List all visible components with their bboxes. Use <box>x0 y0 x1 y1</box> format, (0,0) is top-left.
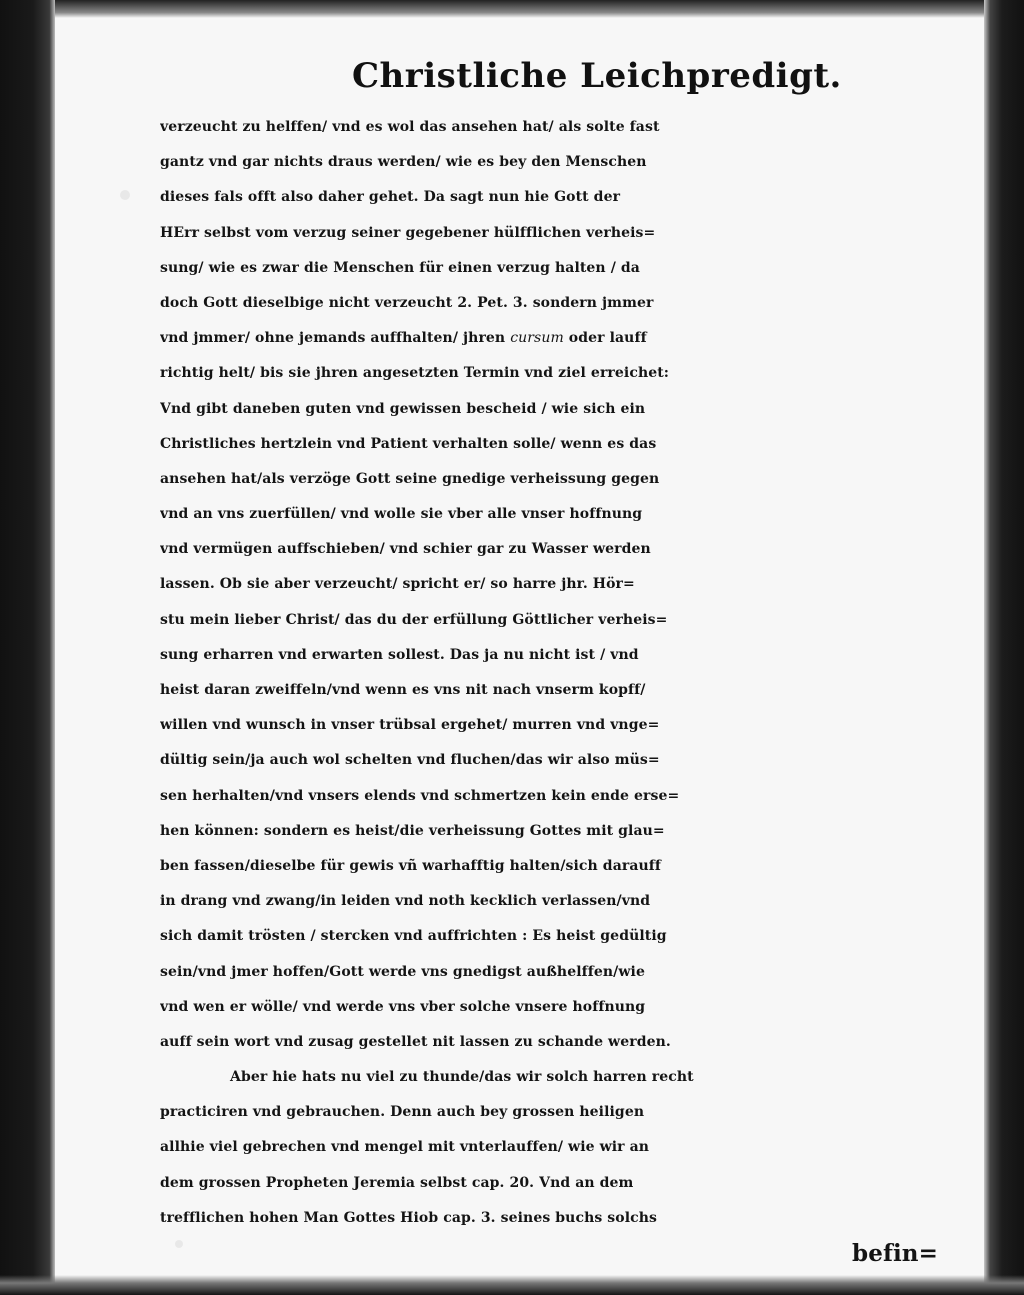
text-line: vnd an vns zuerfüllen/ vnd wolle sie vber alle vnser hoffnung <box>160 506 643 523</box>
text-line: hen können: sondern es heist/die verheissung Gottes mit glau= <box>160 822 665 839</box>
text-line: in drang vnd zwang/in leiden vnd noth kecklich verlassen/vnd <box>160 893 651 910</box>
text-line: richtig helt/ bis sie jhren angesetzten Termin vnd ziel erreichet: <box>160 365 670 382</box>
text-line: willen vnd wunsch in vnser trübsal ergehet/ murren vnd vnge= <box>160 717 660 734</box>
text-line: practiciren vnd gebrauchen. Denn auch bey grossen heiligen <box>160 1104 645 1121</box>
text-line: dem grossen Propheten Jeremia selbst cap. 20. Vnd an dem <box>160 1174 634 1191</box>
text-line: heist daran zweiffeln/vnd wenn es vns nit nach vnserm kopff/ <box>160 682 646 698</box>
scan-border-top <box>0 0 1024 18</box>
scan-border-left <box>0 0 55 1295</box>
text-line: stu mein lieber Christ/ das du der erfüllung Göttlicher verheis= <box>160 611 668 628</box>
text-line: ansehen hat/als verzöge Gott seine gnedige verheissung gegen <box>160 470 660 487</box>
text-line: ben fassen/dieselbe für gewis vñ warhafftig halten/sich darauff <box>160 857 662 874</box>
text-line: allhie viel gebrechen vnd mengel mit vnterlauffen/ wie wir an <box>160 1139 650 1156</box>
text-line: vnd vermügen auffschieben/ vnd schier gar zu Wasser werden <box>160 541 651 558</box>
print-speck <box>120 190 130 200</box>
text-line: sein/vnd jmer hoffen/Gott werde vns gnedigst außhelffen/wie <box>160 963 645 980</box>
text-line: gantz vnd gar nichts draus werden/ wie es bey den Menschen <box>160 154 647 171</box>
text-line: sen herhalten/vnd vnsers elends vnd schmertzen kein ende erse= <box>160 787 680 804</box>
body-text <box>160 110 950 1271</box>
text-line: lassen. Ob sie aber verzeucht/ spricht er/ so harre jhr. Hör= <box>160 576 635 593</box>
text-line: verzeucht zu helffen/ vnd es wol das ansehen hat/ als solte fast <box>160 119 660 135</box>
text-line: vnd wen er wölle/ vnd werde vns vber solche vnsere hoffnung <box>160 998 646 1015</box>
text-line: dültig sein/ja auch wol schelten vnd fluchen/das wir also müs= <box>160 752 660 769</box>
text-line: trefflichen hohen Man Gottes Hiob cap. 3. seines buchs solchs <box>160 1209 658 1226</box>
catchword: befin= <box>852 1240 938 1267</box>
running-head: Christliche Leichpredigt. <box>352 56 842 96</box>
text-line: doch Gott dieselbige nicht verzeucht 2. Pet. 3. sondern jmmer <box>160 294 654 311</box>
text-line: sich damit trösten / stercken vnd auffrichten : Es heist gedültig <box>160 928 667 945</box>
text-line: vnd jmmer/ ohne jemands auffhalten/ jhren cursum oder lauff <box>160 330 647 347</box>
text-line: sung erharren vnd erwarten sollest. Das ja nu nicht ist / vnd <box>160 646 639 663</box>
text-line: Aber hie hats nu viel zu thunde/das wir solch harren recht <box>230 1069 694 1086</box>
text-line: dieses fals offt also daher gehet. Da sagt nun hie Gott der <box>160 189 621 206</box>
latin-word: cursum <box>510 330 564 347</box>
text-line: Christliches hertzlein vnd Patient verhalten solle/ wenn es das <box>160 435 657 452</box>
text-line: Vnd gibt daneben guten vnd gewissen bescheid / wie sich ein <box>160 400 646 417</box>
scan-border-right <box>984 0 1024 1295</box>
text-line: auff sein wort vnd zusag gestellet nit lassen zu schande werden. <box>160 1033 671 1050</box>
scan-border-bottom <box>0 1275 1024 1295</box>
text-line: HErr selbst vom verzug seiner gegebener hülfflichen verheis= <box>160 224 656 241</box>
text-line: sung/ wie es zwar die Menschen für einen verzug halten / da <box>160 259 640 276</box>
